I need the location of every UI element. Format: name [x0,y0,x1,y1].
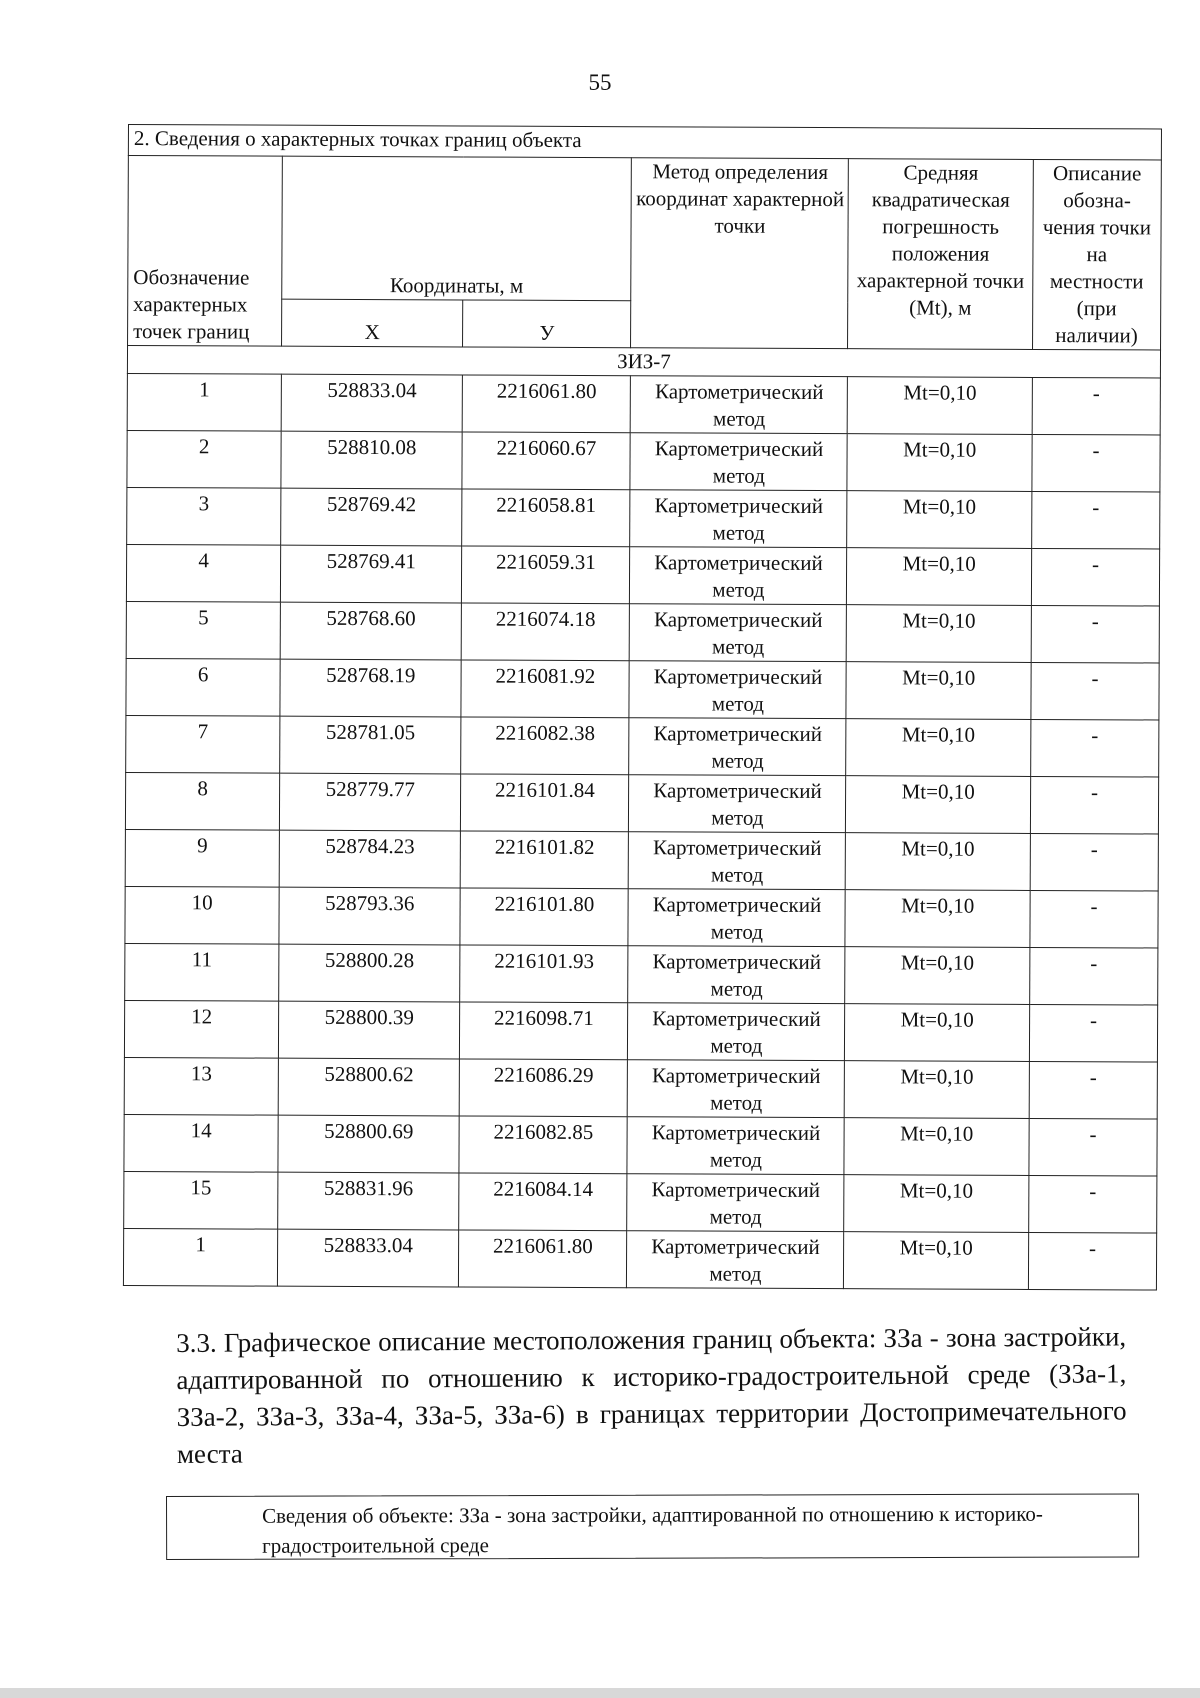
description-cell: - [1032,434,1160,492]
accuracy-cell: Mt=0,10 [846,662,1031,720]
description-cell: - [1030,776,1158,834]
y-coordinate-cell: 2216058.81 [462,489,630,547]
table-header-row-1 [128,156,1162,304]
x-coordinate-cell: 528781.05 [280,716,461,774]
table-row [124,1171,1157,1233]
table-row [125,943,1158,1005]
method-line-1: Картометрический [652,949,822,975]
x-coordinate-cell: 528784.23 [279,830,460,888]
method-cell [629,832,846,890]
accuracy-cell: Mt=0,10 [845,947,1030,1005]
description-cell: - [1031,662,1159,720]
method-cell [627,1117,844,1175]
method-line-2: метод [713,406,766,431]
table-row [126,544,1159,606]
description-cell: - [1029,1118,1157,1176]
y-coordinate-cell: 2216101.82 [460,831,628,889]
table-row [125,886,1158,948]
y-coordinate-cell: 2216061.80 [459,1230,627,1288]
description-cell: - [1029,1061,1157,1119]
header-accuracy: Средняя квадратическая погрешность положения характерной точки (Mt), м [848,159,1033,350]
x-coordinate-cell: 528769.41 [280,545,461,603]
description-cell: - [1032,491,1160,549]
method-line-2: метод [710,919,763,944]
x-coordinate-cell: 528833.04 [281,374,462,432]
method-line-1: Картометрический [654,550,823,576]
method-line-2: метод [712,520,765,545]
accuracy-cell: Mt=0,10 [845,1004,1030,1062]
point-cell: 14 [124,1114,278,1172]
description-cell: - [1031,719,1159,777]
method-line-1: Картометрический [651,1120,821,1146]
accuracy-cell: Mt=0,10 [847,548,1032,606]
boundary-points-table-container [123,124,1162,1291]
y-coordinate-cell: 2216081.92 [461,660,629,718]
point-cell: 5 [126,601,280,659]
method-cell [630,547,847,605]
method-cell [630,433,847,491]
method-line-2: метод [711,805,764,830]
accuracy-cell: Mt=0,10 [844,1118,1029,1176]
x-coordinate-cell: 528810.08 [281,431,462,489]
method-cell [631,376,848,434]
method-cell [630,604,847,662]
y-coordinate-cell: 2216082.85 [459,1116,627,1174]
method-cell [629,775,846,833]
point-cell: 8 [125,772,279,830]
point-cell: 6 [126,658,280,716]
point-cell: 1 [123,1228,277,1286]
y-coordinate-cell: 2216101.84 [461,774,629,832]
x-coordinate-cell: 528800.62 [278,1058,459,1116]
method-cell [629,718,846,776]
table-row [125,772,1158,834]
x-coordinate-cell: 528833.04 [277,1229,458,1287]
zone-label: ЗИЗ-7 [127,346,1160,379]
y-coordinate-cell: 2216101.80 [460,888,628,946]
y-coordinate-cell: 2216082.38 [461,717,629,775]
x-coordinate-cell: 528768.19 [280,659,461,717]
x-coordinate-cell: 528831.96 [278,1172,459,1230]
point-cell: 1 [127,373,281,431]
header-description: Описание обозна-чения точки на местности (при наличии) [1032,159,1161,350]
y-coordinate-cell: 2216061.80 [462,375,630,433]
accuracy-cell: Mt=0,10 [847,434,1032,492]
description-cell: - [1029,1175,1157,1233]
point-cell: 2 [127,430,281,488]
description-cell: - [1031,605,1159,663]
table-row [126,601,1159,663]
x-coordinate-cell: 528768.60 [280,602,461,660]
point-cell: 9 [125,829,279,887]
method-line-2: метод [711,691,764,716]
zone-row [127,346,1160,379]
method-line-2: метод [710,976,763,1001]
method-line-1: Картометрический [652,835,822,861]
accuracy-cell: Mt=0,10 [846,833,1031,891]
method-line-2: метод [712,463,765,488]
method-cell [627,1231,844,1289]
table-title: 2. Сведения о характерных точках границ объекта [128,125,1161,161]
accuracy-cell: Mt=0,10 [847,605,1032,663]
accuracy-cell: Mt=0,10 [847,491,1032,549]
table-row [124,1114,1157,1176]
method-line-1: Картометрический [654,379,824,405]
boundary-points-table [123,124,1162,1291]
x-coordinate-cell: 528800.69 [278,1115,459,1173]
header-y: У [463,300,631,348]
method-line-2: метод [709,1204,762,1229]
description-cell: - [1029,1004,1157,1062]
header-x: X [282,299,463,347]
x-coordinate-cell: 528769.42 [281,488,462,546]
method-line-1: Картометрический [654,436,824,462]
method-cell [628,889,845,947]
point-cell: 7 [126,715,280,773]
description-cell: - [1030,890,1158,948]
section-heading-3-3: 3.3. Графическое описание местоположения границ объекта: ЗЗа - зона застройки, адаптированной по отношению к историко-градостроительной среде (ЗЗа-1, ЗЗа-2, ЗЗа-3, ЗЗа-4, ЗЗа-5, ЗЗа-6) в границах территории Достопримечательного места [176,1321,1127,1469]
description-cell: - [1028,1232,1156,1290]
y-coordinate-cell: 2216060.67 [462,432,630,490]
point-cell: 15 [124,1171,278,1229]
method-line-1: Картометрический [651,1177,821,1203]
point-cell: 10 [125,886,279,944]
point-cell: 11 [125,943,279,1001]
table-row [124,1000,1157,1062]
x-coordinate-cell: 528779.77 [279,773,460,831]
point-cell: 12 [124,1000,278,1058]
table-row [126,658,1159,720]
header-method: Метод определения координат характерной точки [631,158,849,349]
method-line-1: Картометрический [651,1234,820,1260]
method-line-1: Картометрический [653,607,823,633]
header-point-designation: Обозначение характерных точек границ [128,156,283,347]
method-line-2: метод [711,862,764,887]
accuracy-cell: Mt=0,10 [845,1061,1030,1119]
accuracy-cell: Mt=0,10 [845,890,1030,948]
x-coordinate-cell: 528800.28 [279,944,460,1002]
method-cell [630,490,847,548]
method-line-2: метод [712,634,765,659]
method-line-2: метод [712,577,765,602]
table-row [127,373,1160,435]
accuracy-cell: Mt=0,10 [846,719,1031,777]
method-line-2: метод [711,748,764,773]
accuracy-cell: Mt=0,10 [848,377,1033,435]
method-cell [628,1003,845,1061]
object-info-box: Сведения об объекте: ЗЗа - зона застройки, адаптированной по отношению к историко-градостроительной среде [166,1493,1139,1560]
table-row [127,430,1160,492]
method-line-2: метод [710,1090,763,1115]
point-cell: 3 [127,487,281,545]
table-row [126,715,1159,777]
method-line-2: метод [710,1033,763,1058]
method-line-1: Картометрический [652,1006,821,1032]
y-coordinate-cell: 2216098.71 [460,1002,628,1060]
method-cell [629,661,846,719]
table-row [123,1228,1156,1290]
method-line-1: Картометрический [653,664,823,690]
scan-edge [0,1688,1200,1698]
method-line-2: метод [709,1261,762,1286]
x-coordinate-cell: 528800.39 [278,1001,459,1059]
description-cell: - [1030,947,1158,1005]
point-cell: 4 [126,544,280,602]
y-coordinate-cell: 2216086.29 [459,1059,627,1117]
method-cell [628,1060,845,1118]
y-coordinate-cell: 2216084.14 [459,1173,627,1231]
y-coordinate-cell: 2216101.93 [460,945,628,1003]
page-number: 55 [588,70,612,95]
method-line-1: Картометрический [651,1063,821,1089]
description-cell: - [1031,548,1159,606]
accuracy-cell: Mt=0,10 [846,776,1031,834]
table-title-row [128,125,1161,161]
table-row [124,1057,1157,1119]
method-line-1: Картометрический [653,778,822,804]
point-cell: 13 [124,1057,278,1115]
method-line-1: Картометрический [654,493,824,519]
method-line-1: Картометрический [652,892,822,918]
method-line-2: метод [709,1147,762,1172]
y-coordinate-cell: 2216059.31 [462,546,630,604]
header-coordinates: Координаты, м [282,156,632,301]
y-coordinate-cell: 2216074.18 [461,603,629,661]
table-row [125,829,1158,891]
description-cell: - [1032,377,1160,435]
accuracy-cell: Mt=0,10 [844,1232,1029,1290]
x-coordinate-cell: 528793.36 [279,887,460,945]
accuracy-cell: Mt=0,10 [844,1175,1029,1233]
method-cell [627,1174,844,1232]
table-row [127,487,1160,549]
description-cell: - [1030,833,1158,891]
method-cell [628,946,845,1004]
method-line-1: Картометрический [653,721,823,747]
